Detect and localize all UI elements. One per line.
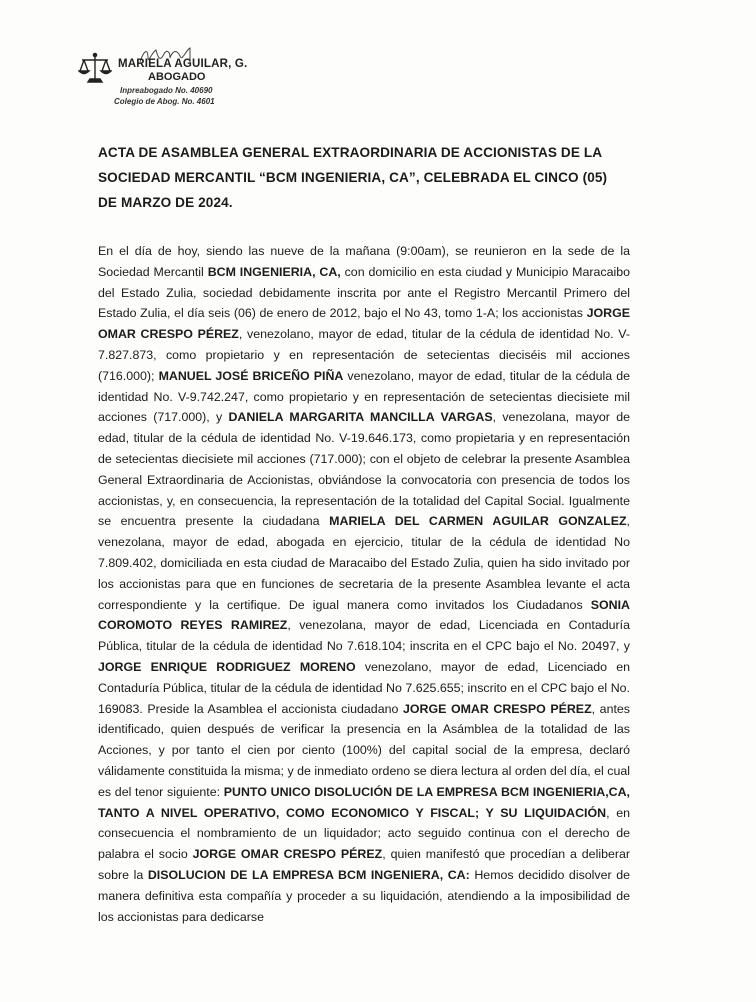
text-run: , quien manifestó que procedían a deliberar sobre la	[98, 847, 631, 882]
text-run: En el día de hoy, siendo las nueve de la mañana (9:00am), se reunieron en la sede de la Sociedad Mercantil	[98, 244, 630, 279]
bold-text-run: PUNTO UNICO DISOLUCIÓN DE LA EMPRESA BCM INGENIERIA,CA, TANTO A NIVEL OPERATIVO, COMO ECONOMICO Y FISCAL; Y SU LIQUIDACIÓN	[98, 784, 630, 820]
text-run: venezolano, mayor de edad, titular de la cédula de identidad No. V-9.742.247, como propietario y en representación de setecientas diecisiete mil acciones (717.000), y	[98, 368, 630, 425]
text-run: , venezolana, mayor de edad, Licenciada en Contaduría Pública, titular de la cédula de identidad No 7.618.104; inscrita en el CPC bajo el No. 20497, y	[98, 618, 630, 654]
lawyer-name: MARIELA AGUILAR, G.	[118, 58, 248, 70]
lawyer-title: ABOGADO	[148, 71, 206, 83]
bold-text-run: JORGE ENRIQUE RODRIGUEZ MORENO	[98, 659, 356, 674]
text-run: , venezolana, mayor de edad, abogada en ejercicio, titular de la cédula de identidad No 7.809.402, domiciliada en esta ciudad de Maracaibo del Estado Zulia, quien ha sido invitado por los accionistas para que en funciones de secretaria de la presente Asamblea levante el acta correspondiente y la certifique. De igual manera como invitados los Ciudadanos	[98, 514, 630, 612]
bold-text-run: MARIELA DEL CARMEN AGUILAR GONZALEZ	[329, 514, 627, 529]
inpreabogado-number: Inpreabogado No. 40690	[120, 86, 213, 95]
bold-text-run: JORGE OMAR CRESPO PÉREZ	[192, 847, 383, 862]
text-run: venezolano, mayor de edad, Licenciado en Contaduría Pública, titular de la cédula de identidad No 7.625.655; inscrito en el CPC bajo el No. 169083. Preside la Asamblea el accionista ciudadano	[98, 659, 631, 716]
bold-text-run: JORGE OMAR CRESPO PÉREZ	[402, 701, 592, 716]
text-run: Hemos decidido disolver de manera definitiva esta compañía y proceder a su liquidación, atendiendo a la imposibilidad de los accionistas para dedicarse	[98, 867, 631, 924]
text-run: , venezolano, mayor de edad, titular de la cédula de identidad No. V-7.827.873, como propietario y en representación de setecientas dieciséis mil acciones (716.000);	[98, 327, 630, 383]
text-run: , en consecuencia el nombramiento de un liquidador; acto seguido continua con el derecho de palabra el socio	[98, 805, 630, 862]
colegio-number: Colegio de Abog. No. 4601	[114, 97, 215, 106]
text-run: , antes identificado, quien después de verificar la presencia en la Asámblea de la totalidad de las Acciones, y por tanto el cien por ciento (100%) del capital social de la empresa, declaró válidamente constituida la misma; y de inmediato ordeno se diera lectura al orden del día, el cual es del tenor siguiente:	[98, 701, 630, 799]
document-title: ACTA DE ASAMBLEA GENERAL EXTRAORDINARIA DE ACCIONISTAS DE LA SOCIEDAD MERCANTIL “BCM INGENIERIA, CA”, CELEBRADA EL CINCO (05) DE MARZO DE 2024.	[98, 145, 608, 210]
document-body	[98, 241, 630, 927]
bold-text-run: SONIA COROMOTO REYES RAMIREZ	[98, 597, 630, 633]
bold-text-run: MANUEL JOSÉ BRICEÑO PIÑA	[158, 368, 344, 383]
bold-text-run: DANIELA MARGARITA MANCILLA VARGAS	[228, 410, 493, 425]
bold-text-run: BCM INGENIERIA, CA,	[207, 264, 341, 279]
bold-text-run: DISOLUCION DE LA EMPRESA BCM INGENIERA, CA:	[147, 867, 470, 882]
letterhead	[78, 44, 318, 114]
bold-text-run: JORGE OMAR CRESPO PÉREZ	[98, 306, 630, 342]
scales-of-justice-icon	[78, 52, 112, 86]
text-run: , venezolana, mayor de edad, titular de la cédula de identidad No. V-19.646.173, como propietaria y en representación de setecientas diecisiete mil acciones (717.000); con el objeto de celebrar la presente Asamblea General Extraordinaria de Accionistas, obviándose la convocatoria con presencia de todos los accionistas, y, en consecuencia, la representación de la totalidad del Capital Social. Igualmente se encuentra presente la ciudadana	[98, 410, 630, 529]
text-run: con domicilio en esta ciudad y Municipio Maracaibo del Estado Zulia, sociedad debidamente inscrita por ante el Registro Mercantil Primero del Estado Zulia, el día seis (06) de enero de 2012, bajo el No 43, tomo 1-A; los accionistas	[98, 264, 631, 321]
